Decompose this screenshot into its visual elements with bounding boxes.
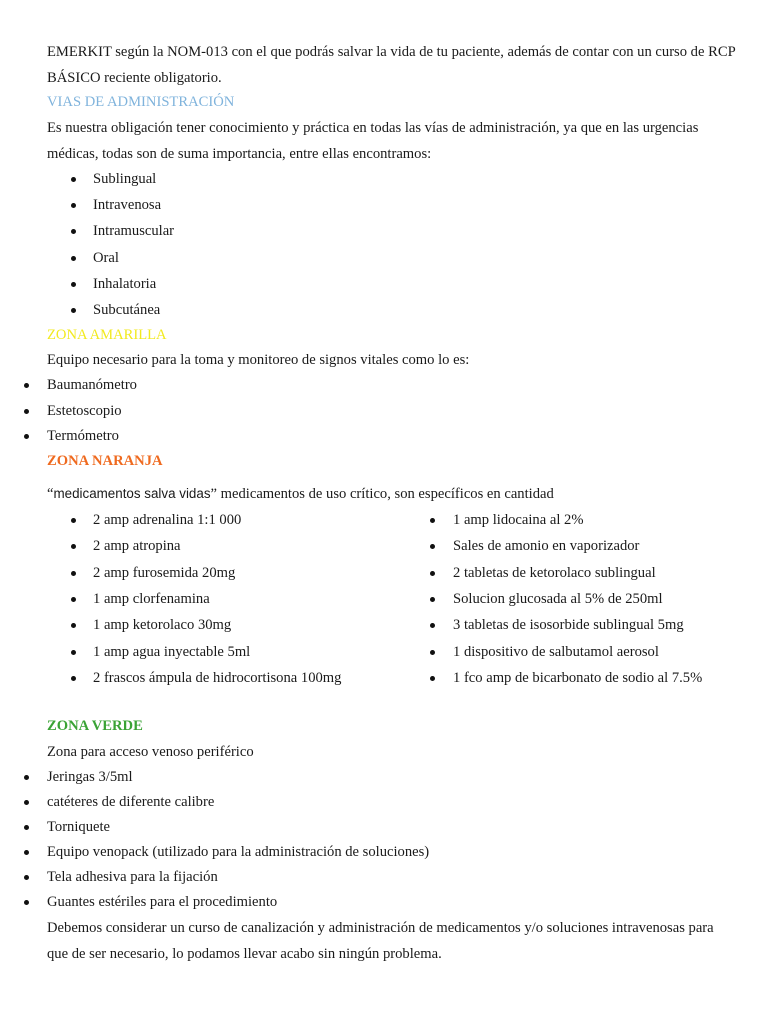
bullet-icon: [24, 409, 29, 414]
bullet-icon: [71, 544, 76, 549]
verde-list-item-text: Guantes estériles para el procedimiento: [47, 894, 278, 910]
verde-paragraph: Zona para acceso venoso periférico: [47, 744, 254, 760]
naranja-right-item-text: Sales de amonio en vaporizador: [453, 538, 640, 555]
naranja-right-item-text: 2 tabletas de ketorolaco sublingual: [453, 564, 656, 581]
bullet-icon: [24, 875, 29, 880]
bullet-icon: [430, 597, 435, 602]
bullet-icon: [430, 650, 435, 655]
bullet-icon: [71, 518, 76, 523]
bullet-icon: [430, 571, 435, 576]
bullet-icon: [71, 177, 76, 182]
bullet-icon: [24, 825, 29, 830]
vias-heading: VIAS DE ADMINISTRACIÓN: [47, 94, 235, 110]
verde-closing: Debemos considerar un curso de canalización y administración de medicamentos y/o soluciones intravenosas para que de ser necesario, lo podamos llevar acabo sin ningún problema.: [47, 920, 714, 962]
bullet-icon: [71, 256, 76, 261]
naranja-left-item-text: 1 amp clorfenamina: [93, 590, 210, 607]
bullet-icon: [71, 623, 76, 628]
vias-list-item-text: Oral: [93, 249, 119, 266]
verde-list-item-text: Jeringas 3/5ml: [47, 769, 133, 785]
verde-heading: ZONA VERDE: [47, 718, 143, 734]
amarilla-list-item-text: Baumanómetro: [47, 377, 137, 393]
bullet-icon: [24, 800, 29, 805]
vias-paragraph: Es nuestra obligación tener conocimiento y práctica en todas las vías de administración, ya que en las urgencias médicas, todas son de suma importancia, entre ellas encontramos:: [47, 120, 699, 162]
naranja-left-item-text: 2 amp atropina: [93, 538, 181, 555]
naranja-right-item-text: 1 fco amp de bicarbonato de sodio al 7.5%: [453, 669, 703, 686]
naranja-intro: [47, 484, 554, 504]
bullet-icon: [430, 676, 435, 681]
bullet-icon: [430, 544, 435, 549]
intro-paragraph: EMERKIT según la NOM-013 con el que podrás salvar la vida de tu paciente, además de contar con un curso de RCP BÁSICO reciente obligatorio.: [47, 44, 736, 86]
bullet-icon: [71, 229, 76, 234]
vias-list-item-text: Subcutánea: [93, 302, 161, 318]
vias-list-item-text: Sublingual: [93, 171, 157, 187]
bullet-icon: [71, 282, 76, 287]
bullet-icon: [24, 900, 29, 905]
naranja-right-item-text: 3 tabletas de isosorbide sublingual 5mg: [453, 617, 684, 634]
verde-list-item-text: Torniquete: [47, 819, 111, 835]
bullet-icon: [24, 434, 29, 439]
naranja-heading: ZONA NARANJA: [47, 453, 163, 469]
bullet-icon: [430, 623, 435, 628]
amarilla-list-item-text: Termómetro: [47, 428, 119, 444]
naranja-right-item-text: Solucion glucosada al 5% de 250ml: [453, 590, 663, 607]
bullet-icon: [71, 597, 76, 602]
vias-list-item-text: Intramuscular: [93, 223, 175, 240]
bullet-icon: [24, 383, 29, 388]
amarilla-heading: ZONA AMARILLA: [47, 327, 167, 343]
bullet-icon: [71, 676, 76, 681]
verde-list-item-text: catéteres de diferente calibre: [47, 794, 215, 810]
naranja-left-item-text: 2 amp furosemida 20mg: [93, 564, 236, 581]
bullet-icon: [430, 518, 435, 523]
naranja-left-item-text: 2 amp adrenalina 1:1 000: [93, 512, 242, 528]
quote-open: “: [47, 486, 54, 502]
quote-rest: ” medicamentos de uso crítico, son específicos en cantidad: [210, 486, 554, 502]
naranja-left-item-text: 1 amp ketorolaco 30mg: [93, 617, 232, 634]
naranja-left-item-text: 2 frascos ámpula de hidrocortisona 100mg: [93, 669, 342, 686]
bullet-icon: [71, 650, 76, 655]
bullet-icon: [24, 775, 29, 780]
amarilla-list-item-text: Estetoscopio: [47, 402, 122, 419]
naranja-left-item-text: 1 amp agua inyectable 5ml: [93, 643, 251, 660]
vias-list-item-text: Intravenosa: [93, 197, 162, 214]
amarilla-paragraph: Equipo necesario para la toma y monitoreo de signos vitales como lo es:: [47, 352, 470, 368]
verde-list-item-text: Equipo venopack (utilizado para la administración de soluciones): [47, 844, 430, 860]
verde-list-item-text: Tela adhesiva para la fijación: [47, 869, 218, 885]
bullet-icon: [71, 308, 76, 313]
bullet-icon: [24, 850, 29, 855]
naranja-right-item-text: 1 dispositivo de salbutamol aerosol: [453, 643, 659, 660]
vias-list-item-text: Inhalatoria: [93, 275, 157, 292]
naranja-right-item-text: 1 amp lidocaina al 2%: [453, 512, 584, 528]
bullet-icon: [71, 203, 76, 208]
bullet-icon: [71, 571, 76, 576]
quote-term: medicamentos salva vidas: [53, 486, 211, 501]
